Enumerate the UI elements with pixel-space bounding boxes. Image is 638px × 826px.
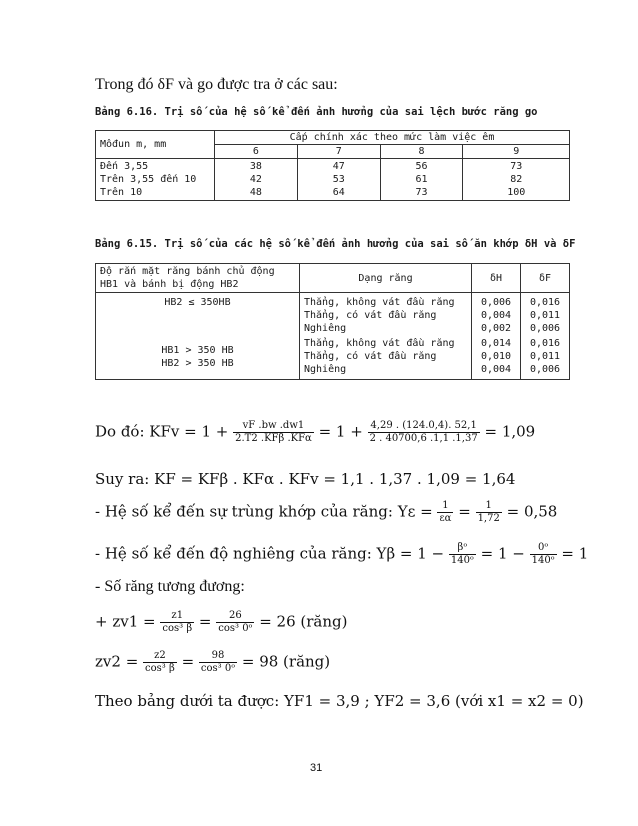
table15-cell: 0,006: [529, 364, 561, 375]
table15-hardness: [96, 336, 300, 380]
table15-types: [300, 336, 472, 380]
denominator: cos³ 0ᵒ: [200, 663, 236, 674]
equation-zv1: [95, 610, 347, 635]
page-number: 31: [310, 762, 323, 774]
table15-type: Thẳng, không vát đầu răng: [304, 338, 455, 349]
equation-y-beta: [95, 542, 588, 567]
table15-cell: 0,016: [529, 338, 561, 349]
table16-head-module: Môđun m, mm: [96, 131, 215, 159]
equation-text: = 1 −: [480, 544, 525, 563]
denominator: cos³ β: [162, 623, 193, 634]
table16-cell: 42: [249, 174, 262, 185]
denominator: cos³ 0ᵒ: [218, 623, 253, 634]
numerator: vF .bw .dw1: [233, 420, 314, 433]
table15-df: [521, 336, 570, 380]
equation-kf: Suy ra: KF = KFβ . KFα . KFv = 1,1 . 1,37 . 1,09 = 1,64: [95, 470, 516, 488]
table16-col: [463, 159, 570, 201]
equation-text: - Hệ số kể đến sự trùng khớp của răng: Yε =: [95, 502, 433, 521]
table15-cell: 0,014: [480, 338, 512, 349]
fraction: [530, 542, 557, 567]
table15-cell: 0,010: [480, 351, 512, 362]
equation-zv2: [95, 650, 330, 675]
equation-kfv: [95, 420, 535, 445]
table16-cell: 48: [249, 187, 262, 198]
denominator: cos³ β: [145, 663, 175, 674]
table15-type: Thẳng, có vát đầu răng: [304, 310, 437, 321]
table15-cell: 0,016: [529, 297, 561, 308]
numerator: 1: [437, 500, 453, 513]
table16-level: 6: [215, 145, 298, 159]
table15-head-dh: δH: [472, 264, 521, 293]
table15-type: Nghiêng: [304, 364, 347, 375]
table16-cell: 47: [332, 161, 345, 172]
table15-head-line: Độ rắn mặt răng bánh chủ động: [100, 266, 275, 277]
numerator: 1: [476, 500, 502, 513]
fraction: [216, 610, 254, 635]
table15-head-df: δF: [521, 264, 570, 293]
table15-cell: 0,004: [480, 310, 512, 321]
table16-cell: 73: [415, 187, 428, 198]
fraction: [368, 420, 480, 445]
table15-types: [300, 293, 472, 337]
equation-text: = 1,09: [484, 422, 536, 441]
numerator: 4,29 . (124.0,4). 52,1: [368, 420, 480, 433]
table15-cell: 0,011: [529, 351, 561, 362]
equation-y-epsilon: [95, 500, 557, 525]
equation-text: =: [198, 612, 212, 631]
equation-text: = 0,58: [506, 502, 558, 521]
table15-caption: Bảng 6.15. Trị số của các hệ số kể đến ảnh hưởng của sai số ăn khớp δH và δF: [95, 238, 576, 250]
table16-col: [215, 159, 298, 201]
numerator: βᵒ: [449, 542, 476, 555]
table16-cell: 53: [332, 174, 345, 185]
equation-text: = 1: [561, 544, 589, 563]
fraction: [199, 650, 237, 675]
table15-type: Thẳng, không vát đầu răng: [304, 297, 455, 308]
table15: [95, 263, 570, 380]
table16: [95, 130, 570, 201]
table16-cell: 100: [507, 187, 526, 198]
equation-text: = 98 (răng): [241, 652, 331, 671]
table16-row-label: Trên 10: [100, 187, 143, 198]
table16-row-label: Trên 3,55 đến 10: [100, 174, 197, 185]
numerator: 0ᵒ: [530, 542, 557, 555]
table16-cell: 38: [249, 161, 262, 172]
table16-level: 7: [297, 145, 380, 159]
equation-text: =: [181, 652, 195, 671]
table16-caption: Bảng 6.16. Trị số của hệ số kể đến ảnh hưởng của sai lệch bước răng go: [95, 106, 538, 118]
table15-type: Nghiêng: [304, 323, 347, 334]
fraction: [233, 420, 314, 445]
numerator: 98: [199, 650, 237, 663]
table15-hardness-line: HB1 > 350 HB: [161, 344, 234, 356]
equation-text: zv2 =: [95, 652, 139, 671]
table16-col: [297, 159, 380, 201]
equation-text: =: [458, 502, 471, 521]
denominator: 140ᵒ: [450, 555, 474, 566]
equation-text: - Hệ số kể đến độ nghiêng của răng: Yβ = 1 −: [95, 544, 445, 563]
table15-head-line: HB1 và bánh bị động HB2: [100, 279, 239, 290]
table15-hardness-line: HB2 ≤ 350HB: [164, 297, 231, 308]
table15-cell: 0,006: [480, 297, 512, 308]
table16-col: [380, 159, 463, 201]
table16-cell: 64: [332, 187, 345, 198]
equation-text: + zv1 =: [95, 612, 156, 631]
fraction: [160, 610, 194, 635]
numerator: 26: [216, 610, 254, 623]
numerator: z2: [143, 650, 177, 663]
equation-text: Do đó: KFv = 1 +: [95, 422, 229, 441]
numerator: z1: [160, 610, 194, 623]
denominator: 2 . 40700,6 .1,1 .1,37: [369, 433, 478, 444]
equivalent-teeth-heading: - Số răng tương đương:: [95, 578, 245, 595]
table16-level: 8: [380, 145, 463, 159]
denominator: 2.T2 .KFβ .KFα: [235, 433, 312, 444]
table16-row-label: Đến 3,55: [100, 161, 149, 172]
fraction: [476, 500, 502, 525]
table15-cell: 0,011: [529, 310, 561, 321]
table15-head-type: Dạng răng: [300, 264, 472, 293]
table16-cell: 73: [510, 161, 523, 172]
table15-cell: 0,002: [480, 323, 512, 334]
table15-df: [521, 293, 570, 337]
denominator: εα: [439, 513, 452, 524]
table15-cell: 0,004: [480, 364, 512, 375]
equation-text: = 1 +: [318, 422, 363, 441]
fraction: [143, 650, 177, 675]
table16-row-labels: [96, 159, 215, 201]
table16-cell: 56: [415, 161, 428, 172]
table16-level: 9: [463, 145, 570, 159]
table15-hardness-line: HB2 > 350 HB: [161, 357, 234, 369]
fraction: [437, 500, 453, 525]
fraction: [449, 542, 476, 567]
table15-cell: 0,006: [529, 323, 561, 334]
table15-head-hardness: [96, 264, 300, 293]
table16-head-group: Cấp chính xác theo mức làm việc êm: [215, 131, 570, 145]
table15-type: Thẳng, có vát đầu răng: [304, 351, 437, 362]
final-result-text: Theo bảng dưới ta được: YF1 = 3,9 ; YF2 = 3,6 (với x1 = x2 = 0): [95, 692, 584, 710]
equation-text: = 26 (răng): [259, 612, 348, 631]
denominator: 1,72: [477, 513, 500, 524]
denominator: 140ᵒ: [531, 555, 555, 566]
table16-cell: 61: [415, 174, 428, 185]
table16-cell: 82: [510, 174, 523, 185]
table15-dh: [472, 336, 521, 380]
table15-hardness: [96, 293, 300, 337]
table15-dh: [472, 293, 521, 337]
intro-text: Trong đó δF và go được tra ở các sau:: [95, 76, 338, 93]
